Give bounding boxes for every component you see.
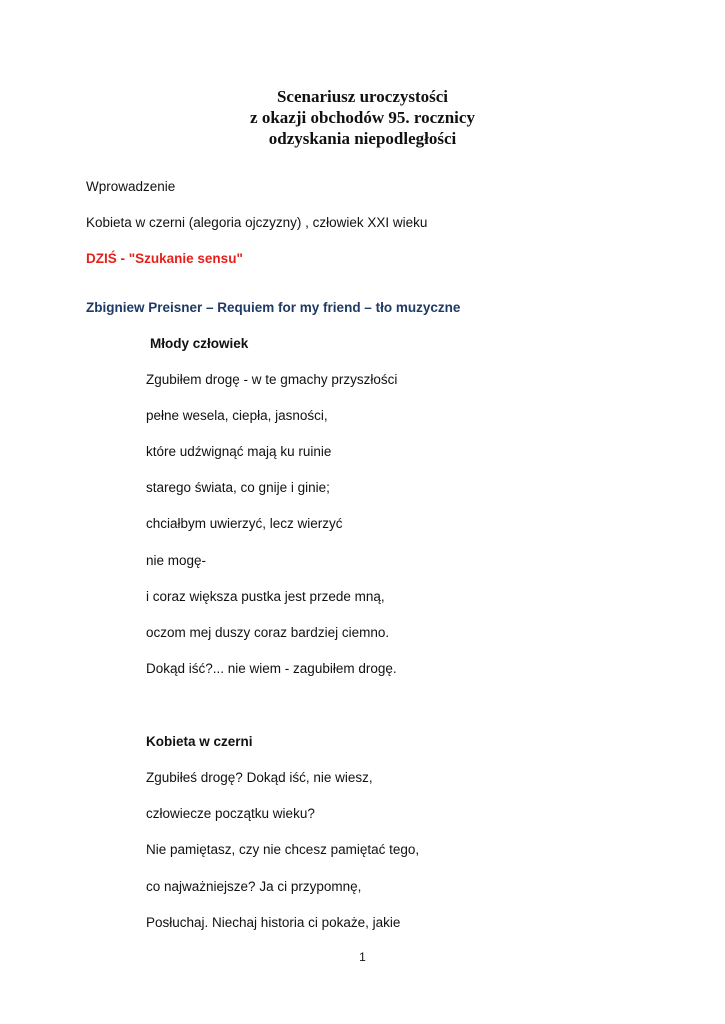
title-line-1: Scenariusz uroczystości: [276, 87, 449, 106]
verse-line: nie mogę-: [146, 553, 207, 568]
speaker-woman-in-black: Kobieta w czerni: [146, 734, 253, 749]
verse-line: chciałbym uwierzyć, lecz wierzyć: [146, 516, 343, 531]
verse-line: Nie pamiętasz, czy nie chcesz pamiętać tego,: [146, 842, 420, 857]
speaker-young-man: Młody człowiek: [150, 336, 249, 351]
verse-line: które udźwignąć mają ku ruinie: [146, 444, 332, 459]
verse-line: pełne wesela, ciepła, jasności,: [146, 408, 328, 423]
title-line-3: odzyskania niepodległości: [268, 129, 457, 148]
verse-line: Zgubiłeś drogę? Dokąd iść, nie wiesz,: [146, 770, 373, 785]
page-number: 1: [359, 950, 366, 964]
verse-line: Posłuchaj. Niechaj historia ci pokaże, jakie: [146, 915, 401, 930]
verse-line: i coraz większa pustka jest przede mną,: [146, 589, 385, 604]
verse-line: człowiecze początku wieku?: [146, 806, 315, 821]
verse-line: starego świata, co gnije i ginie;: [146, 480, 330, 495]
characters-line: Kobieta w czerni (alegoria ojczyzny) , człowiek XXI wieku: [86, 215, 428, 230]
verse-line: co najważniejsze? Ja ci przypomnę,: [146, 879, 362, 894]
title-line-2: z okazji obchodów 95. rocznicy: [250, 108, 475, 127]
intro-heading: Wprowadzenie: [86, 179, 176, 194]
verse-line: Zgubiłem drogę - w te gmachy przyszłości: [146, 372, 398, 387]
verse-line: Dokąd iść?... nie wiem - zagubiłem drogę.: [146, 661, 397, 676]
verse-line: oczom mej duszy coraz bardziej ciemno.: [146, 625, 390, 640]
document-title: [0, 86, 725, 149]
section-heading: DZIŚ - "Szukanie sensu": [86, 251, 243, 266]
music-note: Zbigniew Preisner – Requiem for my friend – tło muzyczne: [86, 300, 461, 315]
